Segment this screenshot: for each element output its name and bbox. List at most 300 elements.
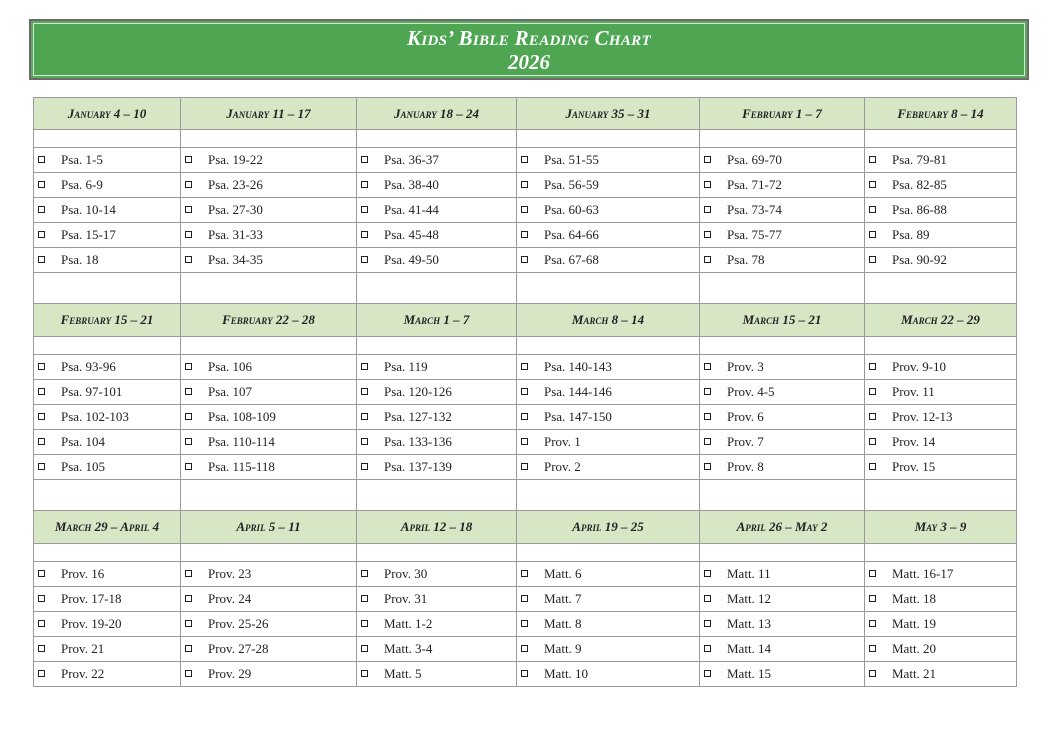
reading-cell[interactable] [700, 198, 865, 223]
chart-title: Kids’ Bible Reading Chart [407, 25, 651, 50]
reading-label: Prov. 31 [384, 591, 428, 607]
reading-cell[interactable] [34, 405, 181, 430]
reading-label: Psa. 45-48 [384, 227, 439, 243]
spacer-row [34, 544, 1017, 562]
reading-cell[interactable] [357, 355, 517, 380]
checkbox-icon[interactable] [361, 231, 368, 238]
reading-label: Psa. 137-139 [384, 459, 452, 475]
checkbox-icon[interactable] [38, 570, 45, 577]
checkbox-icon[interactable] [185, 206, 192, 213]
empty-cell [357, 480, 517, 511]
week-header: January 35 – 31 [517, 98, 700, 130]
week-header-row [34, 511, 1017, 544]
reading-cell[interactable] [357, 405, 517, 430]
reading-cell[interactable] [181, 198, 357, 223]
spacer-row [34, 337, 1017, 355]
checkbox-icon[interactable] [704, 413, 711, 420]
week-header: January 18 – 24 [357, 98, 517, 130]
checkbox-icon[interactable] [38, 181, 45, 188]
reading-cell[interactable] [357, 612, 517, 637]
reading-cell[interactable] [34, 637, 181, 662]
reading-label: Psa. 93-96 [61, 359, 116, 375]
empty-cell [357, 130, 517, 148]
week-header: February 15 – 21 [34, 304, 181, 337]
reading-cell[interactable] [34, 173, 181, 198]
checkbox-icon[interactable] [361, 181, 368, 188]
empty-cell [700, 273, 865, 304]
reading-cell[interactable] [357, 562, 517, 587]
checkbox-icon[interactable] [361, 570, 368, 577]
reading-cell[interactable] [181, 612, 357, 637]
checkbox-icon[interactable] [704, 620, 711, 627]
reading-label: Matt. 21 [892, 666, 937, 682]
checkbox-icon[interactable] [521, 363, 528, 370]
reading-label: Psa. 38-40 [384, 177, 439, 193]
reading-cell[interactable] [517, 612, 700, 637]
checkbox-icon[interactable] [185, 595, 192, 602]
checkbox-icon[interactable] [521, 388, 528, 395]
reading-cell[interactable] [34, 148, 181, 173]
checkbox-icon[interactable] [185, 570, 192, 577]
reading-cell[interactable] [357, 662, 517, 687]
checkbox-icon[interactable] [185, 231, 192, 238]
reading-cell[interactable] [357, 587, 517, 612]
reading-label: Prov. 27-28 [208, 641, 269, 657]
reading-cell[interactable] [517, 455, 700, 480]
reading-cell[interactable] [181, 248, 357, 273]
checkbox-icon[interactable] [185, 645, 192, 652]
reading-label: Matt. 3-4 [384, 641, 433, 657]
reading-label: Psa. 23-26 [208, 177, 263, 193]
checkbox-icon[interactable] [38, 206, 45, 213]
reading-cell[interactable] [181, 355, 357, 380]
checkbox-icon[interactable] [521, 595, 528, 602]
week-header: January 4 – 10 [34, 98, 181, 130]
empty-cell [34, 544, 181, 562]
reading-label: Prov. 21 [61, 641, 105, 657]
reading-label: Psa. 119 [384, 359, 428, 375]
week-header: April 19 – 25 [517, 511, 700, 544]
checkbox-icon[interactable] [521, 413, 528, 420]
reading-label: Psa. 31-33 [208, 227, 263, 243]
checkbox-icon[interactable] [38, 363, 45, 370]
reading-cell[interactable] [865, 380, 1017, 405]
reading-cell[interactable] [865, 198, 1017, 223]
reading-label: Matt. 13 [727, 616, 772, 632]
reading-label: Psa. 107 [208, 384, 253, 400]
reading-label: Psa. 140-143 [544, 359, 612, 375]
empty-cell [700, 544, 865, 562]
reading-label: Psa. 60-63 [544, 202, 599, 218]
reading-label: Psa. 1-5 [61, 152, 103, 168]
empty-cell [517, 544, 700, 562]
checkbox-icon[interactable] [38, 156, 45, 163]
checkbox-icon[interactable] [361, 256, 368, 263]
checkbox-icon[interactable] [185, 670, 192, 677]
checkbox-icon[interactable] [869, 413, 876, 420]
reading-cell[interactable] [357, 380, 517, 405]
checkbox-icon[interactable] [704, 231, 711, 238]
week-header: April 26 – May 2 [700, 511, 865, 544]
reading-row [34, 612, 1017, 637]
week-header: March 15 – 21 [700, 304, 865, 337]
week-header: April 5 – 11 [181, 511, 357, 544]
checkbox-icon[interactable] [185, 463, 192, 470]
reading-cell[interactable] [865, 248, 1017, 273]
checkbox-icon[interactable] [361, 438, 368, 445]
reading-cell[interactable] [517, 173, 700, 198]
week-header: January 11 – 17 [181, 98, 357, 130]
reading-label: Psa. 147-150 [544, 409, 612, 425]
week-header-row [34, 304, 1017, 337]
reading-label: Prov. 6 [727, 409, 764, 425]
reading-label: Psa. 90-92 [892, 252, 947, 268]
reading-cell[interactable] [34, 587, 181, 612]
reading-cell[interactable] [517, 562, 700, 587]
checkbox-icon[interactable] [869, 388, 876, 395]
reading-label: Psa. 102-103 [61, 409, 129, 425]
reading-cell[interactable] [181, 455, 357, 480]
reading-cell[interactable] [700, 562, 865, 587]
spacer-row [34, 273, 1017, 304]
reading-cell[interactable] [700, 637, 865, 662]
reading-cell[interactable] [865, 662, 1017, 687]
reading-cell[interactable] [357, 173, 517, 198]
checkbox-icon[interactable] [521, 620, 528, 627]
reading-label: Psa. 19-22 [208, 152, 263, 168]
checkbox-icon[interactable] [521, 181, 528, 188]
reading-label: Psa. 49-50 [384, 252, 439, 268]
reading-label: Psa. 133-136 [384, 434, 452, 450]
reading-cell[interactable] [517, 198, 700, 223]
reading-cell[interactable] [34, 248, 181, 273]
reading-label: Psa. 73-74 [727, 202, 782, 218]
chart-year: 2026 [508, 49, 550, 74]
reading-cell[interactable] [517, 662, 700, 687]
checkbox-icon[interactable] [361, 206, 368, 213]
checkbox-icon[interactable] [704, 570, 711, 577]
checkbox-icon[interactable] [521, 256, 528, 263]
checkbox-icon[interactable] [361, 388, 368, 395]
checkbox-icon[interactable] [869, 670, 876, 677]
reading-label: Prov. 29 [208, 666, 252, 682]
reading-row [34, 637, 1017, 662]
week-header: April 12 – 18 [357, 511, 517, 544]
reading-row [34, 248, 1017, 273]
reading-cell[interactable] [700, 355, 865, 380]
checkbox-icon[interactable] [869, 645, 876, 652]
reading-cell[interactable] [34, 455, 181, 480]
checkbox-icon[interactable] [38, 388, 45, 395]
spacer-row [34, 130, 1017, 148]
reading-row [34, 587, 1017, 612]
reading-cell[interactable] [865, 148, 1017, 173]
reading-row [34, 662, 1017, 687]
reading-cell[interactable] [181, 148, 357, 173]
checkbox-icon[interactable] [185, 413, 192, 420]
checkbox-icon[interactable] [869, 206, 876, 213]
reading-cell[interactable] [357, 430, 517, 455]
reading-label: Psa. 34-35 [208, 252, 263, 268]
checkbox-icon[interactable] [521, 438, 528, 445]
reading-label: Prov. 4-5 [727, 384, 775, 400]
reading-label: Psa. 10-14 [61, 202, 116, 218]
checkbox-icon[interactable] [521, 206, 528, 213]
reading-cell[interactable] [865, 405, 1017, 430]
reading-label: Matt. 14 [727, 641, 772, 657]
checkbox-icon[interactable] [704, 645, 711, 652]
checkbox-icon[interactable] [521, 645, 528, 652]
checkbox-icon[interactable] [869, 181, 876, 188]
empty-cell [517, 337, 700, 355]
checkbox-icon[interactable] [704, 595, 711, 602]
reading-row [34, 405, 1017, 430]
reading-label: Matt. 12 [727, 591, 772, 607]
reading-cell[interactable] [700, 612, 865, 637]
reading-label: Psa. 108-109 [208, 409, 276, 425]
reading-label: Prov. 2 [544, 459, 581, 475]
reading-cell[interactable] [865, 223, 1017, 248]
checkbox-icon[interactable] [38, 256, 45, 263]
reading-label: Psa. 18 [61, 252, 99, 268]
checkbox-icon[interactable] [704, 256, 711, 263]
reading-cell[interactable] [865, 455, 1017, 480]
checkbox-icon[interactable] [38, 231, 45, 238]
checkbox-icon[interactable] [361, 413, 368, 420]
reading-cell[interactable] [357, 248, 517, 273]
reading-label: Matt. 6 [544, 566, 582, 582]
reading-cell[interactable] [517, 405, 700, 430]
reading-cell[interactable] [357, 223, 517, 248]
reading-cell[interactable] [865, 355, 1017, 380]
checkbox-icon[interactable] [361, 595, 368, 602]
checkbox-icon[interactable] [869, 463, 876, 470]
reading-cell[interactable] [517, 355, 700, 380]
reading-cell[interactable] [34, 223, 181, 248]
reading-cell[interactable] [34, 562, 181, 587]
checkbox-icon[interactable] [869, 256, 876, 263]
empty-cell [517, 480, 700, 511]
checkbox-icon[interactable] [185, 256, 192, 263]
reading-label: Psa. 69-70 [727, 152, 782, 168]
empty-cell [181, 337, 357, 355]
checkbox-icon[interactable] [704, 463, 711, 470]
checkbox-icon[interactable] [185, 363, 192, 370]
reading-cell[interactable] [517, 223, 700, 248]
reading-cell[interactable] [357, 637, 517, 662]
reading-label: Psa. 41-44 [384, 202, 439, 218]
checkbox-icon[interactable] [704, 181, 711, 188]
checkbox-icon[interactable] [521, 156, 528, 163]
reading-label: Psa. 15-17 [61, 227, 116, 243]
checkbox-icon[interactable] [704, 438, 711, 445]
reading-cell[interactable] [700, 430, 865, 455]
reading-label: Prov. 12-13 [892, 409, 953, 425]
checkbox-icon[interactable] [361, 363, 368, 370]
checkbox-icon[interactable] [38, 645, 45, 652]
reading-label: Psa. 110-114 [208, 434, 275, 450]
reading-label: Psa. 106 [208, 359, 253, 375]
reading-cell[interactable] [517, 637, 700, 662]
empty-cell [181, 273, 357, 304]
checkbox-icon[interactable] [521, 570, 528, 577]
reading-label: Psa. 144-146 [544, 384, 612, 400]
week-header: March 1 – 7 [357, 304, 517, 337]
reading-cell[interactable] [34, 380, 181, 405]
reading-cell[interactable] [700, 662, 865, 687]
reading-cell[interactable] [181, 587, 357, 612]
checkbox-icon[interactable] [869, 231, 876, 238]
reading-cell[interactable] [700, 455, 865, 480]
checkbox-icon[interactable] [38, 670, 45, 677]
reading-cell[interactable] [181, 223, 357, 248]
reading-cell[interactable] [181, 405, 357, 430]
reading-row [34, 455, 1017, 480]
reading-label: Psa. 127-132 [384, 409, 452, 425]
reading-cell[interactable] [34, 662, 181, 687]
reading-label: Prov. 8 [727, 459, 764, 475]
reading-cell[interactable] [181, 173, 357, 198]
reading-label: Prov. 25-26 [208, 616, 269, 632]
checkbox-icon[interactable] [185, 438, 192, 445]
checkbox-icon[interactable] [704, 388, 711, 395]
checkbox-icon[interactable] [38, 438, 45, 445]
reading-label: Prov. 1 [544, 434, 581, 450]
reading-label: Matt. 8 [544, 616, 582, 632]
checkbox-icon[interactable] [704, 363, 711, 370]
checkbox-icon[interactable] [869, 156, 876, 163]
checkbox-icon[interactable] [361, 156, 368, 163]
reading-label: Prov. 9-10 [892, 359, 947, 375]
reading-cell[interactable] [34, 198, 181, 223]
reading-cell[interactable] [357, 198, 517, 223]
reading-row [34, 562, 1017, 587]
checkbox-icon[interactable] [869, 363, 876, 370]
empty-cell [865, 130, 1017, 148]
checkbox-icon[interactable] [869, 620, 876, 627]
reading-cell[interactable] [700, 587, 865, 612]
reading-label: Prov. 17-18 [61, 591, 122, 607]
reading-cell[interactable] [34, 355, 181, 380]
checkbox-icon[interactable] [361, 463, 368, 470]
empty-cell [181, 130, 357, 148]
checkbox-icon[interactable] [521, 463, 528, 470]
reading-cell[interactable] [517, 587, 700, 612]
reading-label: Prov. 23 [208, 566, 252, 582]
reading-row [34, 198, 1017, 223]
checkbox-icon[interactable] [361, 670, 368, 677]
reading-cell[interactable] [865, 562, 1017, 587]
reading-label: Psa. 64-66 [544, 227, 599, 243]
checkbox-icon[interactable] [869, 595, 876, 602]
reading-cell[interactable] [700, 223, 865, 248]
checkbox-icon[interactable] [869, 438, 876, 445]
reading-label: Psa. 51-55 [544, 152, 599, 168]
empty-cell [865, 480, 1017, 511]
reading-cell[interactable] [517, 248, 700, 273]
reading-label: Matt. 10 [544, 666, 589, 682]
reading-label: Matt. 20 [892, 641, 937, 657]
reading-label: Matt. 5 [384, 666, 422, 682]
week-header: March 29 – April 4 [34, 511, 181, 544]
reading-cell[interactable] [865, 430, 1017, 455]
reading-label: Prov. 11 [892, 384, 935, 400]
checkbox-icon[interactable] [38, 620, 45, 627]
reading-label: Prov. 30 [384, 566, 428, 582]
reading-label: Psa. 89 [892, 227, 930, 243]
reading-cell[interactable] [517, 148, 700, 173]
checkbox-icon[interactable] [38, 595, 45, 602]
reading-cell[interactable] [865, 587, 1017, 612]
checkbox-icon[interactable] [869, 570, 876, 577]
reading-cell[interactable] [700, 173, 865, 198]
empty-cell [357, 544, 517, 562]
title-banner [29, 19, 1029, 80]
empty-cell [34, 273, 181, 304]
checkbox-icon[interactable] [38, 463, 45, 470]
checkbox-icon[interactable] [185, 181, 192, 188]
reading-cell[interactable] [865, 173, 1017, 198]
reading-cell[interactable] [865, 612, 1017, 637]
reading-cell[interactable] [865, 637, 1017, 662]
reading-label: Psa. 82-85 [892, 177, 947, 193]
reading-label: Prov. 24 [208, 591, 252, 607]
reading-label: Prov. 3 [727, 359, 764, 375]
week-header: February 8 – 14 [865, 98, 1017, 130]
checkbox-icon[interactable] [704, 670, 711, 677]
reading-cell[interactable] [700, 148, 865, 173]
checkbox-icon[interactable] [361, 645, 368, 652]
checkbox-icon[interactable] [704, 156, 711, 163]
checkbox-icon[interactable] [521, 231, 528, 238]
reading-label: Matt. 18 [892, 591, 937, 607]
checkbox-icon[interactable] [704, 206, 711, 213]
week-header: March 22 – 29 [865, 304, 1017, 337]
reading-cell[interactable] [700, 405, 865, 430]
reading-row [34, 355, 1017, 380]
reading-label: Psa. 104 [61, 434, 106, 450]
checkbox-icon[interactable] [521, 670, 528, 677]
checkbox-icon[interactable] [185, 156, 192, 163]
reading-cell[interactable] [181, 637, 357, 662]
reading-label: Matt. 15 [727, 666, 772, 682]
reading-cell[interactable] [181, 430, 357, 455]
reading-label: Prov. 7 [727, 434, 764, 450]
checkbox-icon[interactable] [361, 620, 368, 627]
reading-label: Prov. 15 [892, 459, 936, 475]
reading-cell[interactable] [700, 248, 865, 273]
reading-chart-table [33, 97, 1017, 687]
reading-label: Psa. 86-88 [892, 202, 947, 218]
checkbox-icon[interactable] [38, 413, 45, 420]
empty-cell [865, 337, 1017, 355]
reading-cell[interactable] [181, 562, 357, 587]
reading-cell[interactable] [34, 612, 181, 637]
checkbox-icon[interactable] [185, 388, 192, 395]
reading-cell[interactable] [700, 380, 865, 405]
reading-cell[interactable] [181, 380, 357, 405]
reading-cell[interactable] [34, 430, 181, 455]
reading-row [34, 148, 1017, 173]
reading-cell[interactable] [517, 380, 700, 405]
reading-cell[interactable] [517, 430, 700, 455]
reading-label: Psa. 27-30 [208, 202, 263, 218]
reading-cell[interactable] [357, 148, 517, 173]
reading-cell[interactable] [181, 662, 357, 687]
reading-label: Psa. 75-77 [727, 227, 782, 243]
reading-cell[interactable] [357, 455, 517, 480]
checkbox-icon[interactable] [185, 620, 192, 627]
